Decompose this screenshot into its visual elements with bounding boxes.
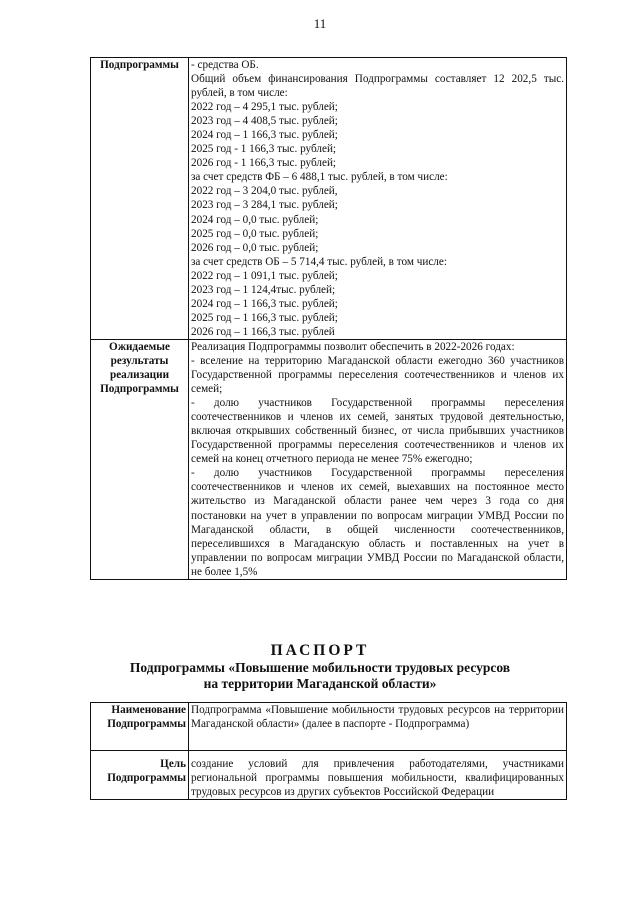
table-row (91, 58, 567, 340)
financing-line: 2022 год – 3 204,0 тыс. рублей, (191, 185, 338, 198)
financing-line: 2026 год - 1 166,3 тыс. рублей; (191, 157, 337, 170)
financing-line: 2023 год – 4 408,5 тыс. рублей; (191, 115, 338, 128)
table-row (91, 751, 567, 800)
financing-line: 2025 год – 1 166,3 тыс. рублей; (191, 311, 338, 324)
financing-line: 2022 год – 1 091,1 тыс. рублей; (191, 269, 338, 282)
financing-line: - средства ОБ. (191, 59, 259, 71)
passport-table (90, 702, 567, 800)
financing-line: 2026 год – 1 166,3 тыс. рублей (191, 325, 335, 338)
expected-results-text (189, 339, 567, 579)
financing-line: 2022 год – 4 295,1 тыс. рублей; (191, 101, 338, 114)
passport-title (0, 660, 640, 692)
results-intro: Реализация Подпрограммы позволит обеспечить в 2022-2026 годах: (191, 340, 515, 353)
row-label: Наименование Подпрограммы (91, 703, 189, 751)
table-row (91, 703, 567, 751)
financing-line: 2023 год – 3 284,1 тыс. рублей; (191, 199, 338, 212)
financing-line: 2023 год – 1 124,4тыс. рублей; (191, 283, 336, 296)
table-row (91, 339, 567, 579)
subprogram-goal-text: создание условий для привлечения работодателями, участниками региональной программы повышения мобильности, квалифицированных трудовых ресурсов из других субъектов Российской Федерации (189, 751, 567, 800)
financing-line: 2024 год – 0,0 тыс. рублей; (191, 213, 319, 226)
financing-line: Общий объем финансирования Подпрограммы составляет 12 202,5 тыс. рублей, в том числе: (191, 73, 564, 100)
results-item: - долю участников Государственной программы переселения соотечественников и членов их семей, выехавших на постоянное место жительство из Магаданской области ранее чем через 3 года со дня постановки на учет в управлении по вопросам миграции УМВД России по Магаданской области, в общей численности соотечественников, переселившихся в Магаданскую область и поставленных на учет в управлении по вопросам миграции УМВД России по Магаданской области, не более 1,5% (191, 467, 564, 578)
row-label: Ожидаемые результаты реализации Подпрограммы (91, 339, 189, 579)
row-label: Цель Подпрограммы (91, 751, 189, 800)
financing-line: за счет средств ФБ – 6 488,1 тыс. рублей, в том числе: (191, 171, 448, 184)
financing-line: 2025 год - 1 166,3 тыс. рублей; (191, 143, 337, 156)
results-item: - вселение на территорию Магаданской области ежегодно 360 участников Государственной программы переселения соотечественников и членов их семей; (191, 354, 564, 396)
subprogram-name-text: Подпрограмма «Повышение мобильности трудовых ресурсов на территории Магаданской области» (далее в паспорте - Подпрограмма) (189, 703, 567, 751)
financing-line: за счет средств ОБ – 5 714,4 тыс. рублей, в том числе: (191, 255, 447, 268)
financing-line: 2024 год – 1 166,3 тыс. рублей; (191, 297, 338, 310)
financing-line: 2024 год – 1 166,3 тыс. рублей; (191, 129, 338, 142)
passport-title-line: Подпрограммы «Повышение мобильности трудовых ресурсов (129, 660, 511, 675)
financing-text (189, 58, 567, 340)
financing-line: 2025 год – 0,0 тыс. рублей; (191, 227, 319, 240)
page-number: 11 (313, 16, 327, 31)
financing-table (90, 57, 567, 580)
financing-line: 2026 год – 0,0 тыс. рублей; (191, 241, 319, 254)
row-label: Подпрограммы (91, 58, 189, 340)
passport-heading: ПАСПОРТ (270, 642, 370, 659)
results-item: - долю участников Государственной программы переселения соотечественников и членов их семей, занятых трудовой деятельностью, включая открывших собственный бизнес, от числа прибывших участников Государственной программы переселения соотечественников и членов их семей на конец отчетного периода не менее 75% ежегодно; (191, 397, 564, 466)
passport-title-line: на территории Магаданской области» (203, 676, 437, 691)
